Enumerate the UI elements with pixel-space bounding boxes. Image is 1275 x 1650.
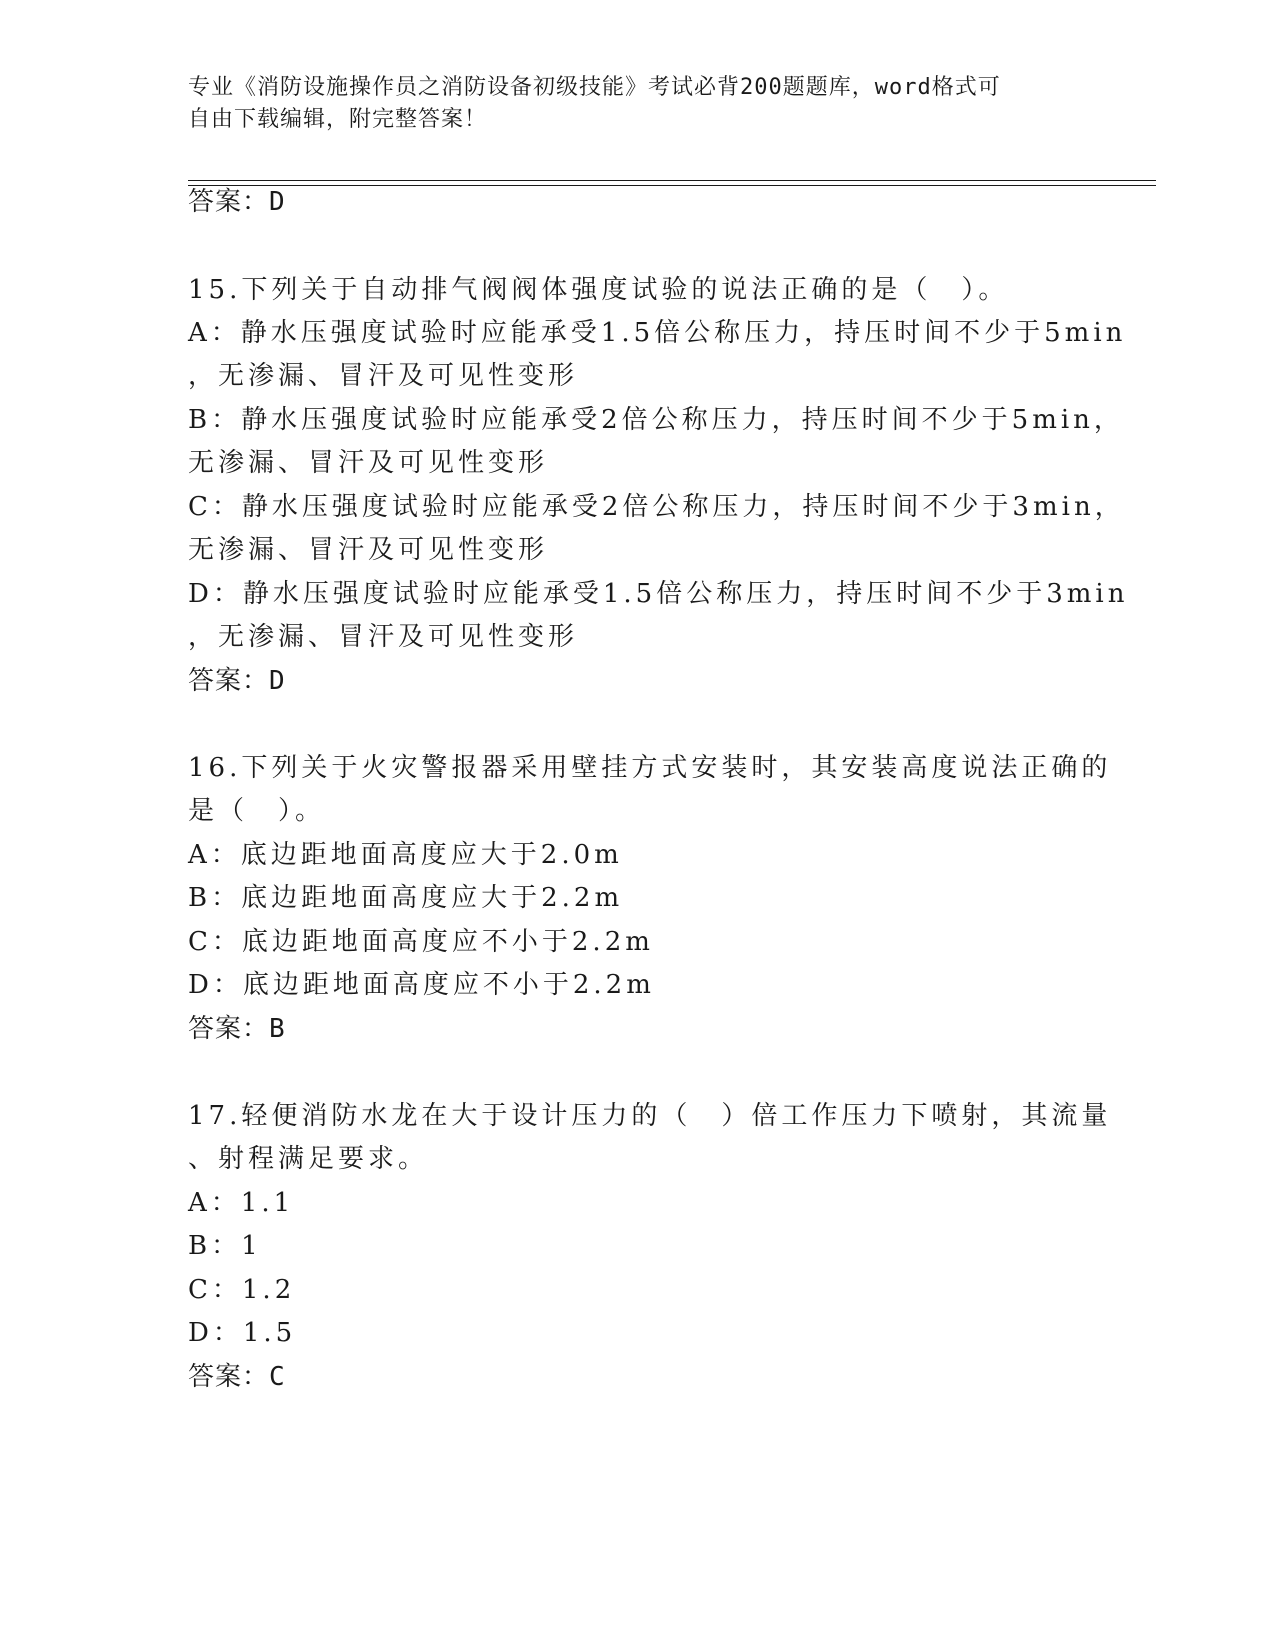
q15-answer: 答案：D [188, 666, 286, 696]
q15-option-b-line2: 无渗漏、冒汗及可见性变形 [188, 448, 549, 478]
q16-stem-line2: 是（ ）。 [188, 796, 326, 826]
q17-stem-line2: 、射程满足要求。 [188, 1144, 429, 1174]
q16-answer: 答案：B [188, 1014, 286, 1044]
q15-option-d-line1: D：静水压强度试验时应能承受1.5倍公称压力，持压时间不少于3min [188, 579, 1129, 609]
header-line-1: 专业《消防设施操作员之消防设备初级技能》考试必背200题题库，word格式可 [188, 75, 1001, 100]
q16-option-d: D：底边距地面高度应不小于2.2m [188, 970, 655, 1000]
q17-stem-line1: 17.轻便消防水龙在大于设计压力的（ ）倍工作压力下喷射，其流量 [188, 1101, 1112, 1131]
answer-prev: 答案：D [188, 187, 286, 217]
q15-option-c-line1: C：静水压强度试验时应能承受2倍公称压力，持压时间不少于3min， [188, 492, 1125, 522]
header-divider-bottom [188, 185, 1156, 186]
q16-stem-line1: 16.下列关于火灾警报器采用壁挂方式安装时，其安装高度说法正确的 [188, 753, 1112, 783]
q16-option-a: A：底边距地面高度应大于2.0m [188, 840, 623, 870]
q15-option-c-line2: 无渗漏、冒汗及可见性变形 [188, 535, 549, 565]
q17-option-d: D：1.5 [188, 1318, 297, 1348]
header-line-2: 自由下载编辑，附完整答案！ [188, 107, 488, 132]
document-header [188, 72, 1088, 136]
q17-answer: 答案：C [188, 1362, 286, 1392]
q16-option-c: C：底边距地面高度应不小于2.2m [188, 927, 654, 957]
header-divider-top [188, 180, 1156, 181]
q17-option-c: C：1.2 [188, 1275, 296, 1305]
q15-option-a-line1: A：静水压强度试验时应能承受1.5倍公称压力，持压时间不少于5min [188, 318, 1127, 348]
q16-option-b: B：底边距地面高度应大于2.2m [188, 883, 624, 913]
q15-option-b-line1: B：静水压强度试验时应能承受2倍公称压力，持压时间不少于5min， [188, 405, 1124, 435]
q15-option-d-line2: ，无渗漏、冒汗及可见性变形 [188, 622, 579, 652]
q15-stem: 15.下列关于自动排气阀阀体强度试验的说法正确的是（ ）。 [188, 275, 1009, 305]
q17-option-a: A：1.1 [188, 1188, 295, 1218]
q17-option-b: B：1 [188, 1231, 262, 1261]
q15-option-a-line2: ，无渗漏、冒汗及可见性变形 [188, 361, 579, 391]
